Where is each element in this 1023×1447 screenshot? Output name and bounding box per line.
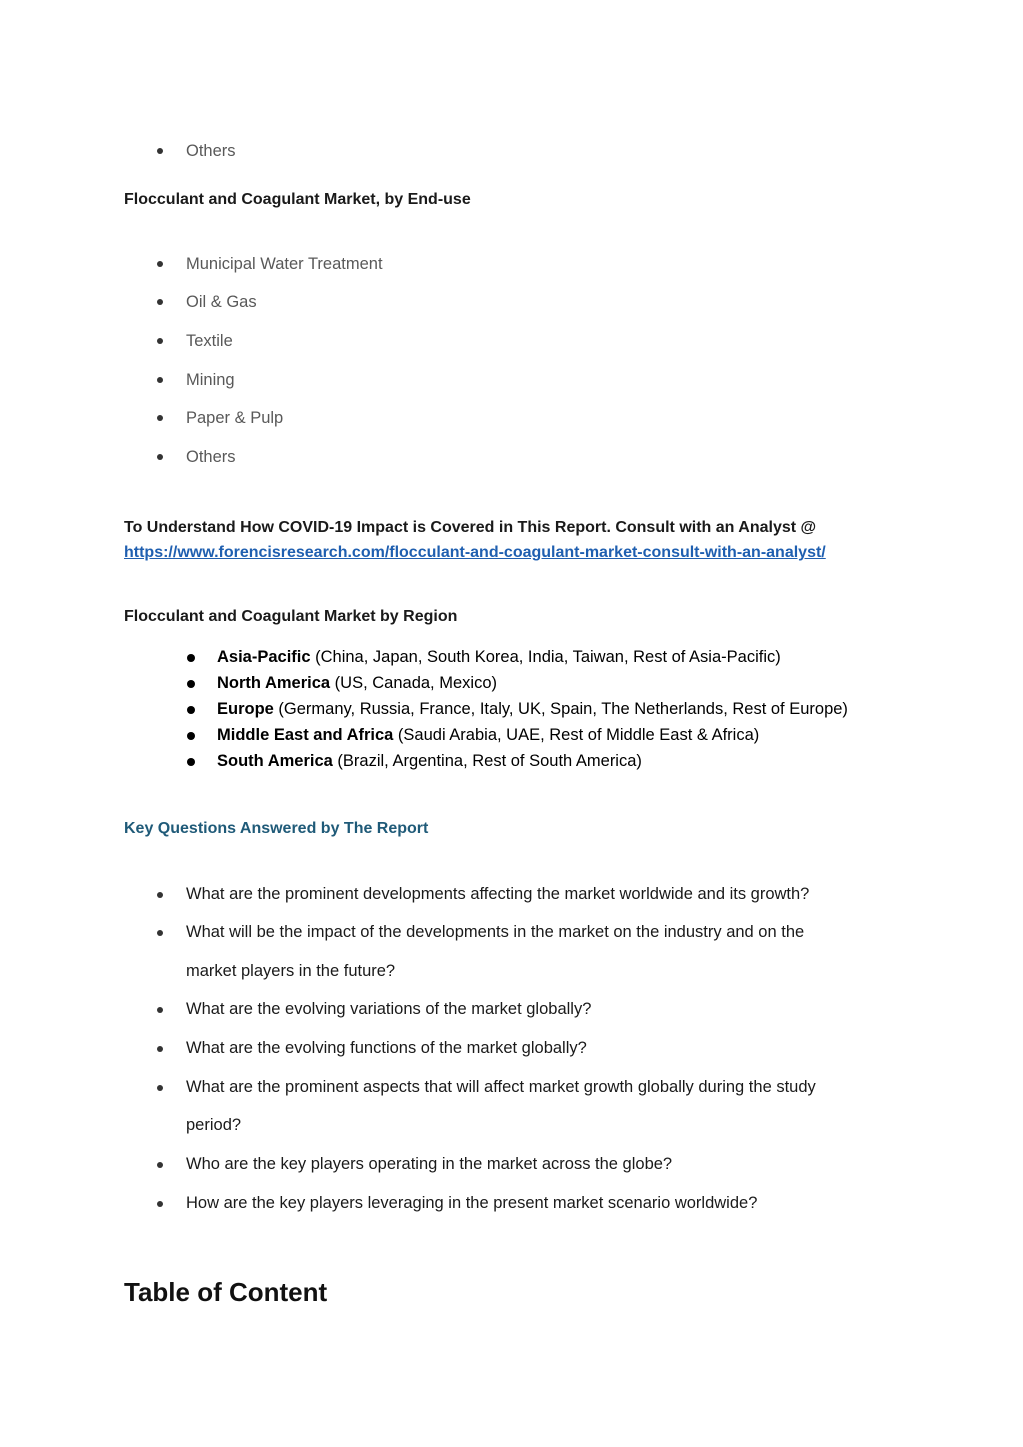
question-item: How are the key players leveraging in the present market scenario worldwide?	[186, 1194, 758, 1212]
question-item: What are the prominent aspects that will affect market growth globally during the study	[186, 1078, 816, 1096]
region-name: Europe	[217, 700, 274, 718]
bullet-icon	[157, 377, 163, 383]
bullet-icon	[187, 758, 195, 766]
region-name: South America	[217, 752, 333, 770]
bullet-icon	[157, 892, 163, 898]
bullet-icon	[157, 299, 163, 305]
region-detail: (Saudi Arabia, UAE, Rest of Middle East & Africa)	[393, 726, 760, 744]
region-detail: (China, Japan, South Korea, India, Taiwan, Rest of Asia-Pacific)	[310, 648, 781, 666]
question-item-continuation: period?	[186, 1116, 242, 1134]
key-questions-heading: Key Questions Answered by The Report	[124, 820, 429, 837]
list-item: Others	[186, 448, 236, 466]
bullet-icon	[187, 706, 195, 714]
bullet-icon	[187, 654, 195, 662]
bullet-icon	[157, 338, 163, 344]
list-item: Paper & Pulp	[186, 409, 284, 427]
region-detail: (Brazil, Argentina, Rest of South America)	[332, 752, 642, 770]
region-detail: (Germany, Russia, France, Italy, UK, Spain, The Netherlands, Rest of Europe)	[273, 700, 848, 718]
region-name: Asia-Pacific	[217, 648, 311, 666]
table-of-content-heading: Table of Content	[124, 1277, 328, 1307]
covid-consult-text: To Understand How COVID-19 Impact is Covered in This Report. Consult with an Analyst @	[124, 519, 817, 536]
region-item	[217, 750, 642, 772]
region-name: Middle East and Africa	[217, 726, 394, 744]
question-item: What are the evolving functions of the market globally?	[186, 1039, 587, 1057]
list-item: Oil & Gas	[186, 293, 257, 311]
end-use-heading: Flocculant and Coagulant Market, by End-use	[124, 191, 471, 208]
bullet-icon	[157, 1162, 163, 1168]
list-item: Municipal Water Treatment	[186, 255, 383, 273]
list-item: Textile	[186, 332, 233, 350]
bullet-icon	[157, 1085, 163, 1091]
bullet-icon	[187, 680, 195, 688]
bullet-icon	[157, 454, 163, 460]
question-item: What are the prominent developments affecting the market worldwide and its growth?	[186, 885, 810, 903]
consult-analyst-link[interactable]: https://www.forencisresearch.com/flocculant-and-coagulant-market-consult-with-an-analyst/	[124, 544, 826, 561]
list-item: Mining	[186, 371, 235, 389]
bullet-icon	[157, 1046, 163, 1052]
question-item: Who are the key players operating in the market across the globe?	[186, 1155, 673, 1173]
list-item: Others	[186, 142, 236, 160]
bullet-icon	[157, 415, 163, 421]
bullet-icon	[157, 930, 163, 936]
question-item-continuation: market players in the future?	[186, 962, 396, 980]
question-item: What will be the impact of the developments in the market on the industry and on the	[186, 923, 805, 941]
bullet-icon	[157, 148, 163, 154]
bullet-icon	[187, 732, 195, 740]
region-item	[217, 672, 497, 694]
bullet-icon	[157, 261, 163, 267]
region-detail: (US, Canada, Mexico)	[330, 674, 497, 692]
region-item	[217, 646, 781, 668]
question-item: What are the evolving variations of the market globally?	[186, 1000, 592, 1018]
region-item	[217, 698, 848, 720]
region-item	[217, 724, 759, 746]
bullet-icon	[157, 1201, 163, 1207]
region-name: North America	[217, 674, 331, 692]
bullet-icon	[157, 1007, 163, 1013]
region-heading: Flocculant and Coagulant Market by Region	[124, 608, 458, 625]
